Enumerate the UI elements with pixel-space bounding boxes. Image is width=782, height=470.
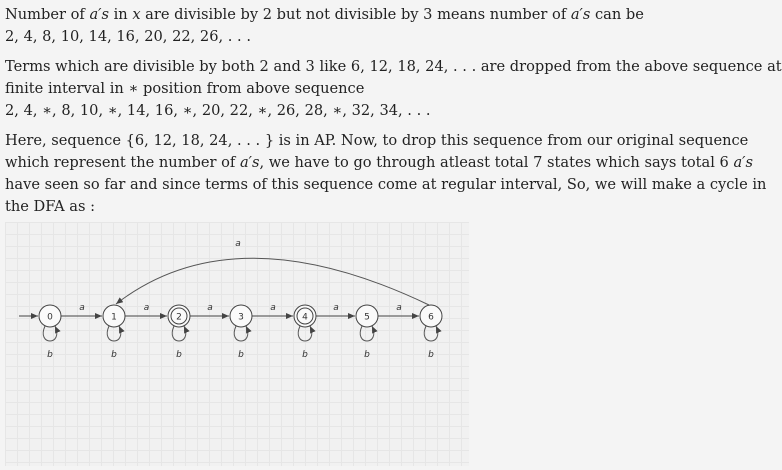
transition-label: a [207,303,213,313]
self-loop-arrow [43,326,57,341]
self-loop-label: b [47,350,53,360]
math-var: a′s [89,6,109,23]
math-var: a′s [239,154,260,171]
math-var: a′s [733,154,753,171]
self-loop-label: b [111,350,117,360]
math-var: x [132,6,141,23]
text: in [108,6,133,23]
paragraph-3 [5,130,767,218]
transition-label: a [143,303,150,313]
self-loop-label: b [176,350,182,360]
text: the DFA as : [5,198,96,215]
self-loop-arrow [234,326,248,341]
self-loop-label: b [238,350,244,360]
text: are divisible by 2 but not divisible by 3 means number of [140,6,571,23]
text: , we have to go through atleast total 7 states which says total 6 [259,154,734,171]
self-loop-label: b [302,350,308,360]
self-loop-label: b [428,350,434,360]
self-loop-label: b [364,350,370,360]
text: finite interval in ∗ position from above sequence [5,80,365,97]
text: can be [590,6,644,23]
back-edge-label: a [235,239,241,249]
self-loop-arrow [172,326,186,341]
text: Terms which are divisible by both 2 and 3 like 6, 12, 18, 24, . . . are dropped from the above sequence at [5,58,782,75]
back-edge-arrow [116,258,429,305]
state-label: 3 [238,312,244,323]
paragraph-1 [5,4,693,48]
dfa-figure [5,222,469,466]
text: Here, sequence {6, 12, 18, 24, . . . } is in AP. Now, to drop this sequence from our original sequence [5,132,749,149]
transition-label: a [270,303,276,313]
text: have seen so far and since terms of this sequence come at regular interval, So, we will make a cycle in [5,176,767,193]
dfa-diagram [5,222,469,466]
text: which represent the number of [5,154,240,171]
self-loop-arrow [298,326,312,341]
state-label: 4 [302,312,308,323]
state-label: 0 [47,312,53,323]
sequence-line: 2, 4, ∗, 8, 10, ∗, 14, 16, ∗, 20, 22, ∗, 26, 28, ∗, 32, 34, . . . [5,102,431,119]
math-var: a′s [570,6,591,23]
transition-label: a [396,303,402,313]
state-label: 6 [428,312,434,323]
paragraph-2 [5,56,782,122]
state-label: 2 [176,312,182,323]
transition-label: a [333,303,339,313]
text: Number of [5,6,90,23]
sequence-line: 2, 4, 8, 10, 14, 16, 20, 22, 26, . . . [5,28,251,45]
state-label: 1 [111,312,117,323]
self-loop-arrow [107,326,121,341]
self-loop-arrow [424,326,438,341]
state-label: 5 [364,312,370,323]
transition-label: a [79,303,85,313]
self-loop-arrow [360,326,374,341]
